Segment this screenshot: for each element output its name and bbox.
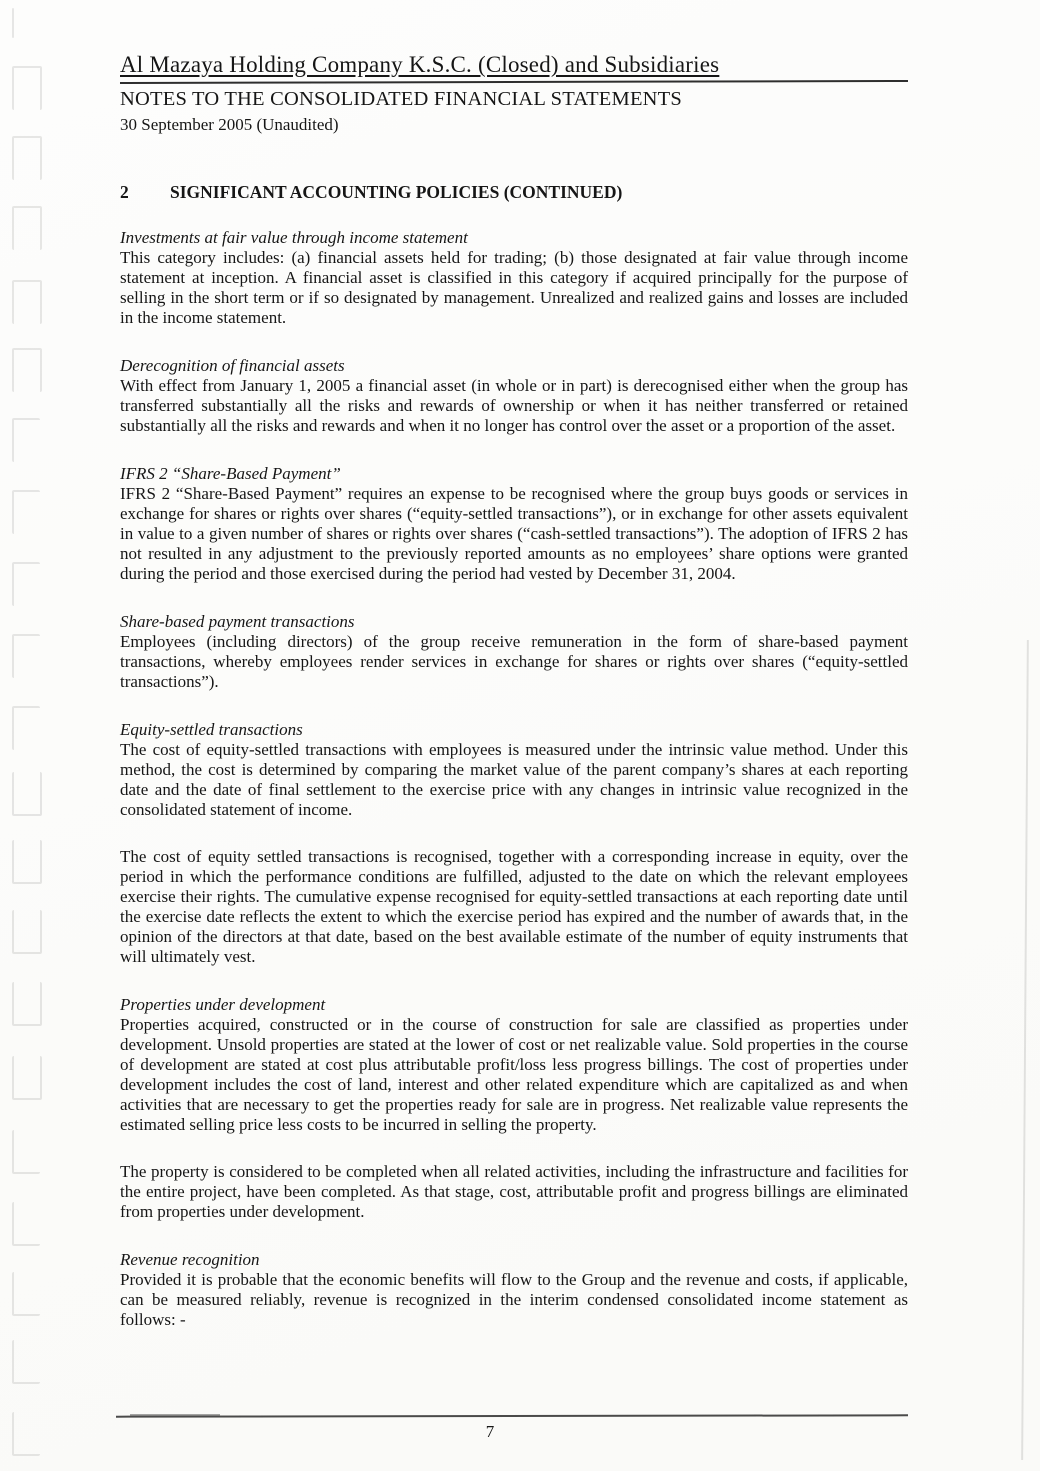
binding-artifact (12, 982, 42, 1026)
header-rule (120, 80, 908, 84)
policy-block-revenue (120, 1250, 908, 1330)
binding-artifact (12, 490, 40, 534)
block-paragraph: With effect from January 1, 2005 a financial asset (in whole or in part) is derecognised either when the group has transferred substantially all the risks and rewards of ownership or when it has neither transferred or retained substantially all the risks and rewards and when it no longer has control over the asset or a proportion of the asset. (120, 376, 908, 435)
section-heading (120, 182, 908, 203)
binding-artifact (12, 772, 42, 816)
date-line: 30 September 2005 (Unaudited) (120, 115, 339, 134)
binding-artifact (12, 1056, 42, 1100)
binding-artifact (12, 418, 40, 462)
binding-artifact (12, 1202, 40, 1246)
policy-block-equity-settled (120, 720, 908, 967)
policy-block-properties (120, 995, 908, 1222)
binding-artifact (12, 206, 42, 250)
document-title: NOTES TO THE CONSOLIDATED FINANCIAL STATEMENTS (120, 88, 683, 110)
page-content (120, 52, 908, 1358)
section-title: SIGNIFICANT ACCOUNTING POLICIES (CONTINUED) (170, 182, 623, 202)
binding-artifact (12, 562, 40, 606)
binding-artifact (12, 634, 40, 678)
block-heading: Revenue recognition (120, 1250, 260, 1269)
binding-artifact (12, 348, 42, 392)
binding-artifact (12, 66, 42, 110)
block-paragraph: Properties acquired, constructed or in the course of construction for sale are classified as properties under development. Unsold properties are stated at the lower of cost or net realizable value. Sold properties in the course of development are stated at cost plus attributable profit/loss less progress billings. The cost of properties under development includes the cost of land, interest and other related expenditure which are capitalized as and when activities that are necessary to get the properties ready for sale are in progress. Net realizable value represents the estimated selling price less costs to be incurred in selling the property. (120, 1015, 908, 1134)
block-heading: Equity-settled transactions (120, 720, 303, 739)
document-header (120, 52, 908, 135)
scan-line-artifact (1021, 640, 1029, 1460)
binding-artifact (12, 280, 42, 324)
binding-artifact (12, 1340, 40, 1384)
binding-artifact (12, 1130, 40, 1174)
block-paragraph: The property is considered to be completed when all related activities, including the infrastructure and facilities for the entire project, have been completed. As that stage, cost, attributable profit and progress billings are eliminated from properties under development. (120, 1162, 908, 1221)
company-name: Al Mazaya Holding Company K.S.C. (Closed) and Subsidiaries (120, 52, 720, 77)
policy-block-ifrs2 (120, 464, 908, 584)
block-heading: Share-based payment transactions (120, 612, 355, 631)
block-paragraph: The cost of equity-settled transactions with employees is measured under the intrinsic value method. Under this method, the cost is determined by comparing the market value of the parent company’s shares at each reporting date and the date of final settlement to the exercise price with any changes in intrinsic value recognized in the consolidated statement of income. (120, 740, 908, 819)
document-footer (116, 1415, 908, 1442)
block-heading: IFRS 2 “Share-Based Payment” (120, 464, 341, 483)
block-paragraph: IFRS 2 “Share-Based Payment” requires an expense to be recognised where the group buys goods or services in exchange for shares or rights over shares (“equity-settled transactions”), or in exchange for other assets equivalent in value to a given number of shares or rights over shares (“cash-settled transactions”). The adoption of IFRS 2 has not resulted in any adjustment to the previously reported amounts as no employees’ share options were granted during the period and those exercised during the period had vested by December 31, 2004. (120, 484, 908, 583)
policy-block-share-based-payment (120, 612, 908, 692)
binding-artifact (12, 706, 40, 750)
block-heading: Derecognition of financial assets (120, 356, 345, 375)
block-heading: Properties under development (120, 995, 326, 1014)
policy-blocks (120, 228, 908, 1330)
binding-artifact (12, 8, 14, 38)
block-paragraph: Employees (including directors) of the group receive remuneration in the form of share-based payment transactions, whereby employees render services in exchange for shares or rights over shares (“equity-settled transactions”). (120, 632, 908, 691)
block-paragraph: The cost of equity settled transactions is recognised, together with a corresponding increase in equity, over the period in which the performance conditions are fulfilled, adjusted to the date on which the relevant employees exercise their rights. The cumulative expense recognised for equity-settled transactions at each reporting date until the exercise date reflects the extent to which the exercise period has expired and the number of awards that, in the opinion of the directors at that date, based on the best available estimate of the number of equity instruments that will ultimately vest. (120, 847, 908, 966)
binding-artifact (12, 910, 42, 954)
section-number: 2 (120, 182, 129, 202)
block-heading: Investments at fair value through income statement (120, 228, 468, 247)
footer-rule (116, 1414, 908, 1417)
binding-artifact (12, 136, 42, 180)
policy-block-investments (120, 228, 908, 328)
binding-artifact (12, 840, 42, 884)
binding-artifact (12, 1412, 40, 1456)
block-paragraph: This category includes: (a) financial assets held for trading; (b) those designated at fair value through income statement at inception. A financial asset is classified in this category if acquired principally for the purpose of selling in the short term or if so designated by management. Unrealized and realized gains and losses are included in the income statement. (120, 248, 908, 327)
policy-block-derecognition (120, 356, 908, 436)
binding-artifact (12, 1272, 40, 1316)
page-number: 7 (485, 1422, 495, 1441)
block-paragraph: Provided it is probable that the economic benefits will flow to the Group and the revenue and costs, if applicable, can be measured reliably, revenue is recognized in the interim condensed consolidated income statement as follows: - (120, 1270, 908, 1329)
